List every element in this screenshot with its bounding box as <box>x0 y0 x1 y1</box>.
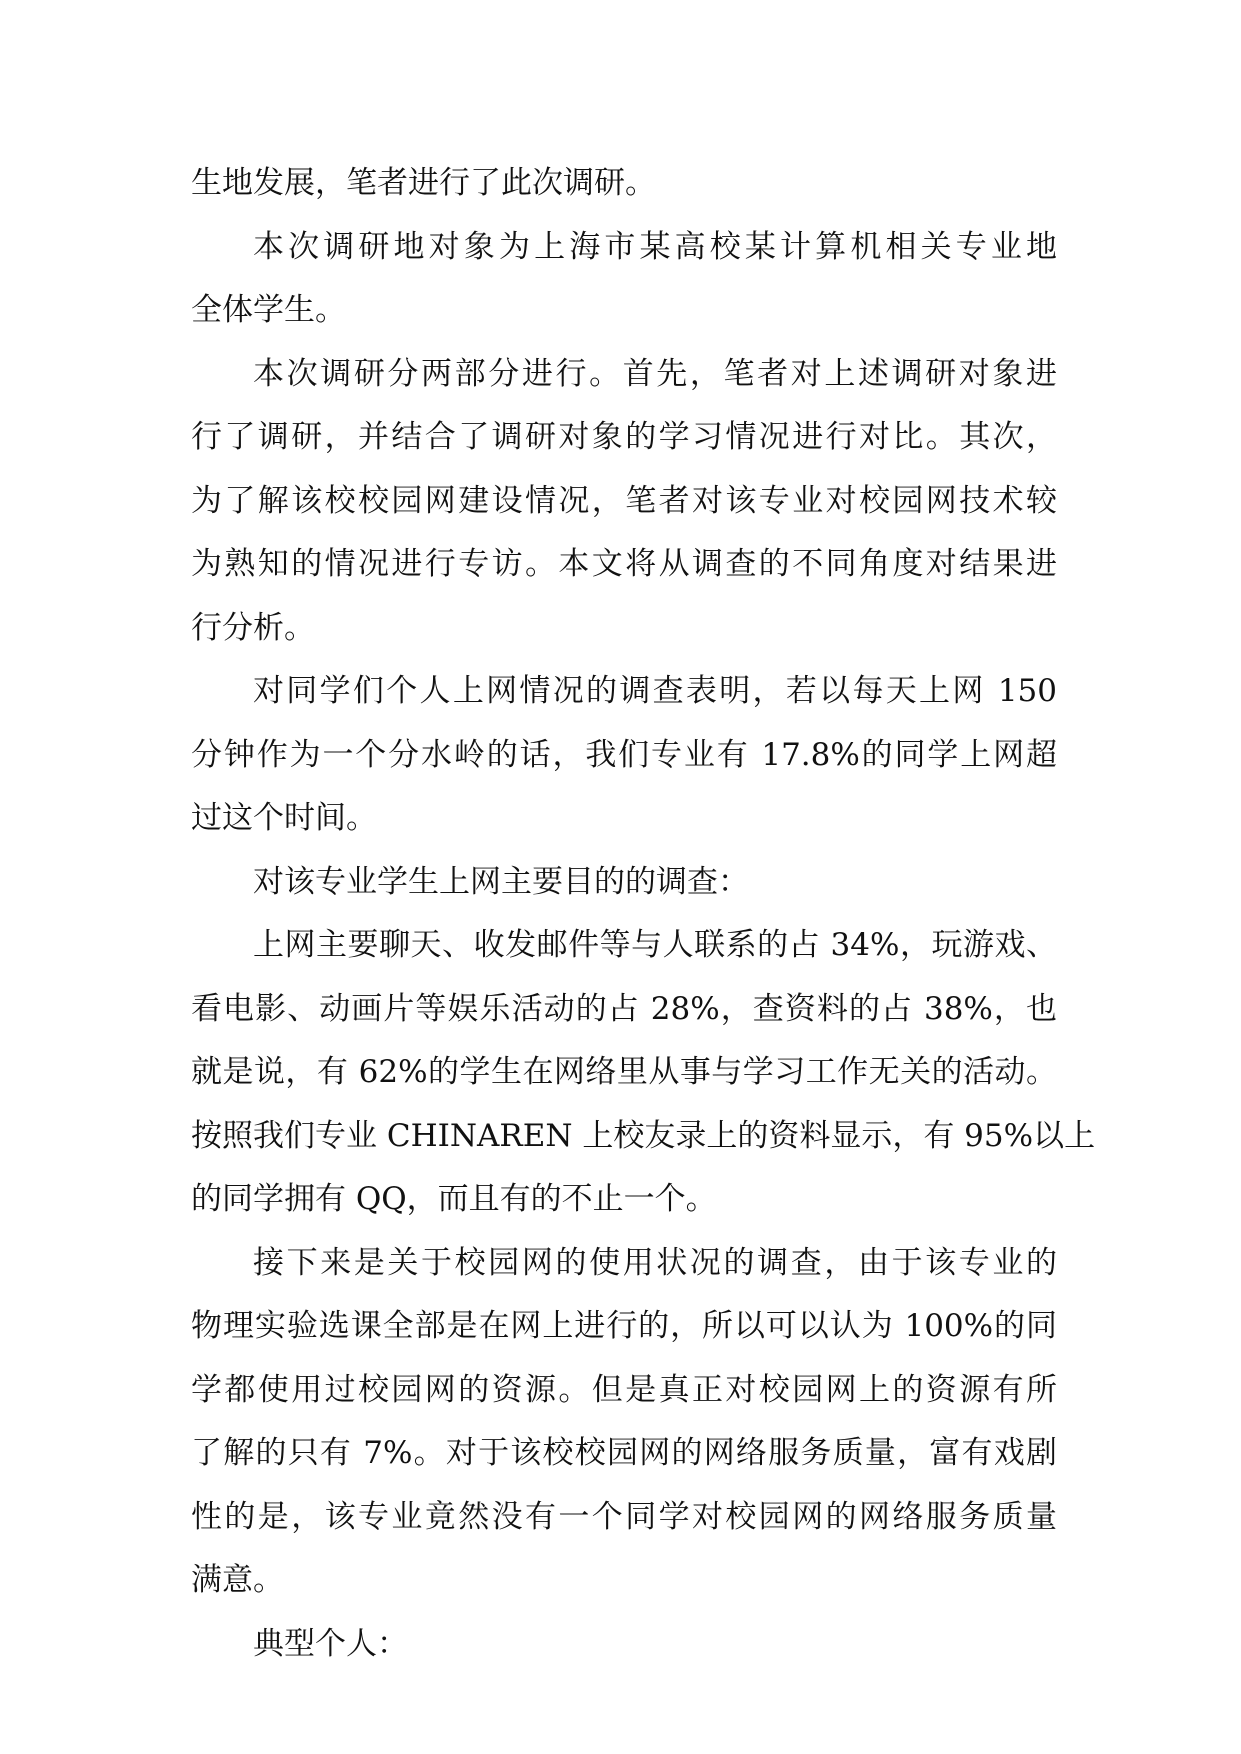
paragraph-8 <box>191 1613 1057 1677</box>
document-body <box>191 152 1096 1676</box>
text-line: 为了解该校校园网建设情况，笔者对该专业对校园网技术较 <box>191 482 1057 519</box>
text-line: 物理实验选课全部是在网上进行的，所以可以认为 100%的同 <box>191 1308 1057 1344</box>
text-line: 上网主要聊天、收发邮件等与人联系的占 34%，玩游戏、 <box>253 927 1057 963</box>
text-line: 本次调研地对象为上海市某高校某计算机相关专业地 <box>253 228 1057 265</box>
paragraph-5 <box>191 851 1057 915</box>
text-line: 典型个人： <box>253 1625 408 1662</box>
paragraph-3 <box>191 343 1057 661</box>
text-line: 过这个时间。 <box>191 800 377 836</box>
paragraph-7 <box>191 1232 1057 1613</box>
text-line: 学都使用过校园网的资源。但是真正对校园网上的资源有所 <box>191 1371 1057 1408</box>
text-line: 就是说，有 62%的学生在网络里从事与学习工作无关的活动。 <box>191 1054 1057 1090</box>
text-line: 生地发展，笔者进行了此次调研。 <box>191 165 656 201</box>
text-line: 对该专业学生上网主要目的的调查： <box>253 863 749 900</box>
text-line: 行了调研，并结合了调研对象的学习情况进行对比。其次， <box>191 419 1057 455</box>
text-line: 接下来是关于校园网的使用状况的调查，由于该专业的 <box>253 1244 1057 1281</box>
text-line: 看电影、动画片等娱乐活动的占 28%，查资料的占 38%，也 <box>191 990 1057 1027</box>
text-line: 按照我们专业 CHINAREN 上校友录上的资料显示，有 95%以上 <box>191 1117 1096 1154</box>
text-line: 了解的只有 7%。对于该校校园网的网络服务质量，富有戏剧 <box>191 1435 1057 1471</box>
text-line: 分钟作为一个分水岭的话，我们专业有 17.8%的同学上网超 <box>191 736 1057 773</box>
text-line: 对同学们个人上网情况的调查表明，若以每天上网 150 <box>253 673 1057 709</box>
text-line: 为熟知的情况进行专访。本文将从调查的不同角度对结果进 <box>191 546 1057 582</box>
paragraph-4 <box>191 660 1057 851</box>
paragraph-6 <box>191 914 1096 1232</box>
paragraph-2 <box>191 216 1057 343</box>
text-line: 满意。 <box>191 1562 284 1598</box>
text-line: 的同学拥有 QQ，而且有的不止一个。 <box>191 1181 717 1217</box>
text-line: 性的是，该专业竟然没有一个同学对校园网的网络服务质量 <box>191 1498 1057 1535</box>
text-line: 全体学生。 <box>191 292 346 328</box>
paragraph-1 <box>191 152 1057 216</box>
text-line: 行分析。 <box>191 609 315 646</box>
text-line: 本次调研分两部分进行。首先，笔者对上述调研对象进 <box>253 355 1057 392</box>
